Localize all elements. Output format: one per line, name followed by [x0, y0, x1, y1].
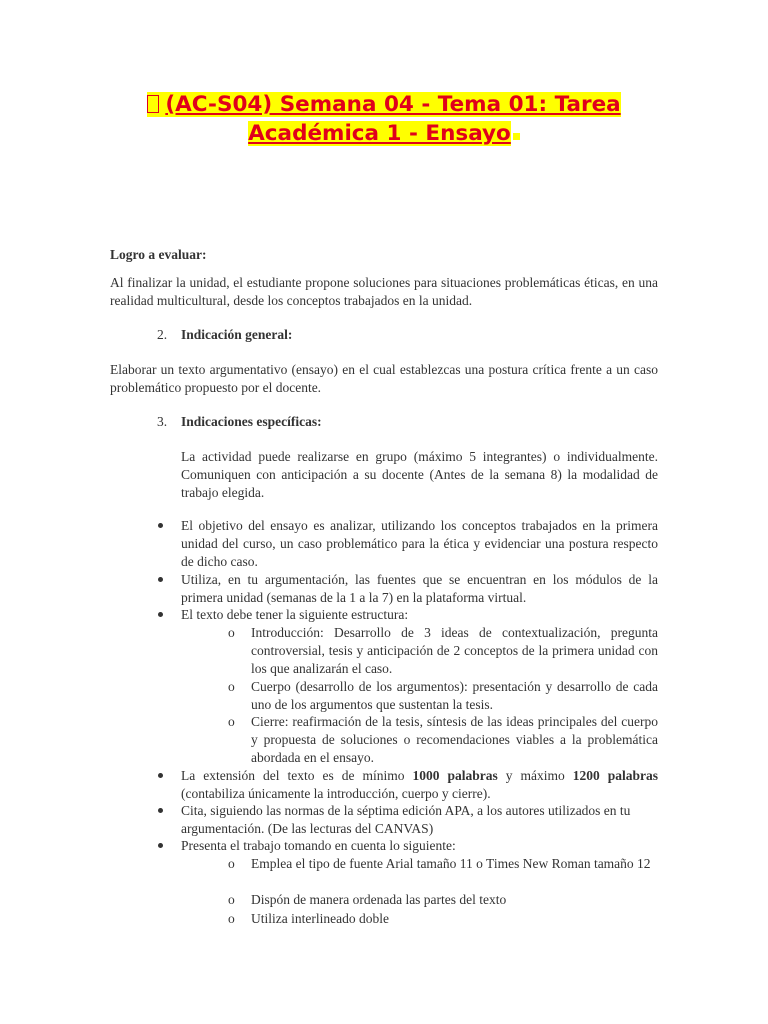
- section-2-text: Elaborar un texto argumentativo (ensayo) en el cual establezcas una postura crítica frente a un caso problemático propuesto por el docente.: [110, 362, 658, 395]
- title-line-2: [110, 119, 658, 148]
- max-words: 1200 palabras: [572, 768, 658, 783]
- title-line-1: [110, 90, 658, 119]
- sub-bullet-text: Utiliza interlineado doble: [251, 911, 389, 926]
- section-3-heading: Indicaciones específicas:: [181, 414, 322, 429]
- highlight-mark: [513, 133, 520, 140]
- bullet-text: El objetivo del ensayo es analizar, utilizando los conceptos trabajados en la primera unidad del curso, un caso problemático para la ética y evidenciar una postura respecto de dicho caso.: [181, 518, 658, 569]
- section-2-number: 2.: [157, 327, 168, 342]
- sub-bullet-icon: o: [228, 856, 235, 871]
- sub-bullet-text: Introducción: Desarrollo de 3 ideas de contextualización, pregunta controversial, tesis y anticipación de 2 conceptos de la primera unidad con los que analizarán el caso.: [251, 625, 658, 676]
- title-text-2: Académica 1 - Ensayo: [248, 121, 511, 146]
- bullet-icon: [157, 837, 165, 855]
- sub-bullet-text: Cuerpo (desarrollo de los argumentos): presentación y desarrollo de cada uno de los argumentos que sustentan la tesis.: [251, 679, 658, 712]
- extension-text-1: La extensión del texto es de mínimo: [181, 768, 405, 783]
- bullet-text: Cita, siguiendo las normas de la séptima edición APA, a los autores utilizados en tu argumentación. (De las lecturas del CANVAS): [181, 803, 631, 836]
- bullet-icon: [157, 767, 165, 785]
- sub-bullet-icon: o: [228, 911, 235, 926]
- sub-bullet-icon: o: [228, 679, 235, 694]
- title-text-1: (AC-S04) Semana 04 - Tema 01: Tarea: [165, 92, 621, 117]
- bullet-icon: [157, 802, 165, 820]
- logro-text: Al finalizar la unidad, el estudiante propone soluciones para situaciones problemáticas éticas, en una realidad multicultural, desde los conceptos trabajados en la unidad.: [110, 275, 658, 308]
- logro-heading: Logro a evaluar:: [110, 247, 207, 262]
- missing-glyph-icon: [147, 95, 159, 113]
- bullet-icon: [157, 606, 165, 624]
- section-3-number: 3.: [157, 414, 168, 429]
- bullet-text: Utiliza, en tu argumentación, las fuentes que se encuentran en los módulos de la primera unidad (semanas de la 1 a la 7) en la plataforma virtual.: [181, 572, 658, 605]
- sub-bullet-text: Emplea el tipo de fuente Arial tamaño 11 o Times New Roman tamaño 12: [251, 856, 651, 871]
- bullet-text: Presenta el trabajo tomando en cuenta lo siguiente:: [181, 838, 456, 853]
- min-words: 1000 palabras: [412, 768, 498, 783]
- bullet-text: [181, 767, 658, 803]
- bullet-text: El texto debe tener la siguiente estructura:: [181, 607, 409, 622]
- sub-bullet-icon: o: [228, 892, 235, 907]
- sub-bullet-icon: o: [228, 625, 235, 640]
- document-title: [110, 90, 658, 148]
- sub-bullet-text: Cierre: reafirmación de la tesis, síntesis de las ideas principales del cuerpo y propuesta de soluciones o recomendaciones viables a la problemática abordada en el ensayo.: [251, 714, 658, 765]
- section-3-intro: La actividad puede realizarse en grupo (máximo 5 integrantes) o individualmente. Comuniquen con anticipación a su docente (Antes de la semana 8) la modalidad de trabajo elegida.: [181, 449, 658, 500]
- extension-text-3: (contabiliza únicamente la introducción, cuerpo y cierre).: [181, 786, 491, 801]
- section-2-heading: Indicación general:: [181, 327, 293, 342]
- sub-bullet-icon: o: [228, 714, 235, 729]
- bullet-icon: [157, 571, 165, 589]
- bullet-icon: [157, 517, 165, 535]
- extension-text-2: y máximo: [505, 768, 565, 783]
- sub-bullet-text: Dispón de manera ordenada las partes del texto: [251, 892, 507, 907]
